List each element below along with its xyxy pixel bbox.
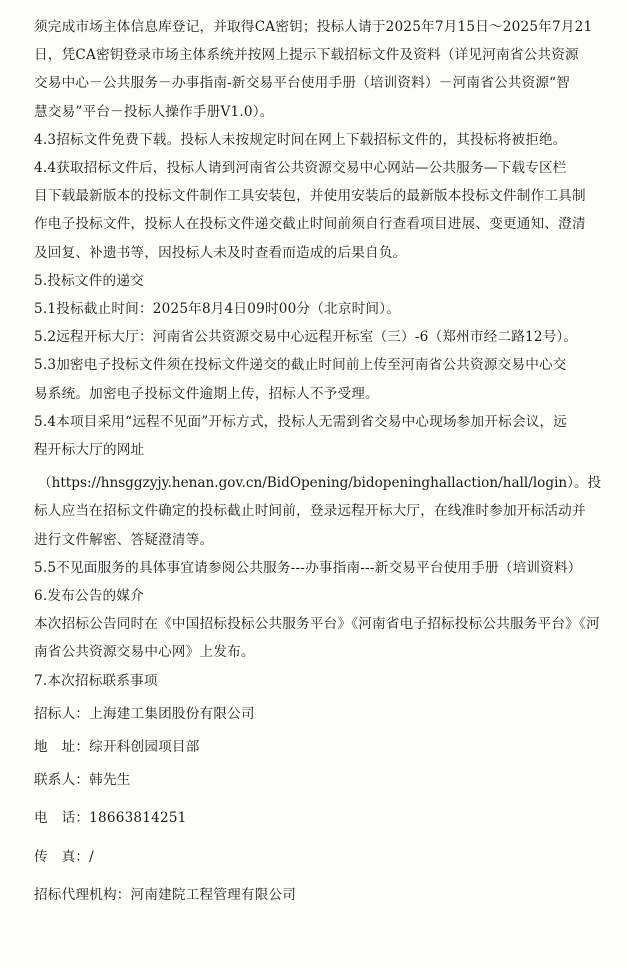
contact-agency: 招标代理机构：河南建院工程管理有限公司	[34, 886, 297, 903]
section-7-heading: 7.本次招标联系事项	[34, 672, 158, 689]
para-5-3-line-1: 5.3加密电子投标文件须在投标文件递交的截止时间前上传至河南省公共资源交易中心交	[34, 357, 567, 374]
contact-fax: 传 真：/	[34, 848, 94, 865]
para-4-3: 4.3招标文件免费下载。投标人未按规定时间在网上下载招标文件的，其投标将被拒绝。	[34, 131, 567, 148]
para-4-2-line-1: 须完成市场主体信息库登记，并取得CA密钥；投标人请于2025年7月15日～2025年7月21	[34, 19, 593, 35]
para-4-4-line-3: 作电子投标文件，投标人在投标文件递交截止时间前须自行查看项目进展、变更通知、澄清	[34, 216, 586, 233]
para-5-5: 5.5不见面服务的具体事宜请参阅公共服务---办事指南---新交易平台使用手册（培训资料）	[34, 559, 582, 576]
para-5-4-line-5: 进行文件解密、答疑澄清等。	[34, 531, 214, 548]
para-4-2-line-3: 交易中心－公共服务－办事指南-新交易平台使用手册（培训资料）－河南省公共资源“智	[34, 75, 571, 92]
para-4-4-line-1: 4.4获取招标文件后，投标人请到河南省公共资源交易中心网站—公共服务—下载专区栏	[34, 160, 567, 177]
para-4-2-line-2: 日，凭CA密钥登录市场主体系统并按网上提示下载招标文件及资料（详见河南省公共资源	[34, 47, 579, 64]
para-5-4-line-2: 程开标大厅的网址	[34, 442, 145, 459]
para-4-4-line-4: 及回复、补遗书等，因投标人未及时查看而造成的后果自负。	[34, 244, 407, 261]
para-5-4-line-1: 5.4本项目采用“远程不见面”开标方式，投标人无需到省交易中心现场参加开标会议，远	[34, 413, 568, 430]
para-6-line-1: 本次招标公告同时在《中国招标投标公共服务平台》《河南省电子招标投标公共服务平台》《河	[34, 616, 600, 633]
para-4-4-line-2: 目下载最新版本的投标文件制作工具安装包，并使用安装后的最新版本投标文件制作工具制	[34, 188, 586, 205]
para-5-2: 5.2远程开标大厅：河南省公共资源交易中心远程开标室（三）-6（郑州市经二路12号）。	[34, 329, 578, 346]
para-6-line-2: 南省公共资源交易中心网》上发布。	[34, 644, 255, 661]
contact-address: 地 址：综开科创园项目部	[34, 739, 200, 756]
contact-person: 联系人：韩先生	[34, 772, 131, 789]
remote-hall-url-line: （https://hnsggzyjy.henan.gov.cn/BidOpening/bidopeninghallaction/hall/login）。投	[38, 475, 602, 492]
section-6-heading: 6.发布公告的媒介	[34, 588, 144, 605]
contact-phone: 电 话：18663814251	[34, 810, 187, 827]
para-5-1: 5.1投标截止时间：2025年8月4日09时00分（北京时间）。	[34, 301, 400, 318]
para-5-3-line-2: 易系统。加密电子投标文件逾期上传，招标人不予受理。	[34, 385, 379, 402]
para-5-4-line-4: 标人应当在招标文件确定的投标截止时间前，登录远程开标大厅，在线准时参加开标活动并	[34, 503, 586, 520]
contact-tenderer: 招标人：上海建工集团股份有限公司	[34, 705, 255, 722]
para-4-2-line-4: 慧交易”平台－投标人操作手册V1.0）。	[34, 103, 274, 120]
section-5-heading: 5.投标文件的递交	[34, 272, 144, 289]
